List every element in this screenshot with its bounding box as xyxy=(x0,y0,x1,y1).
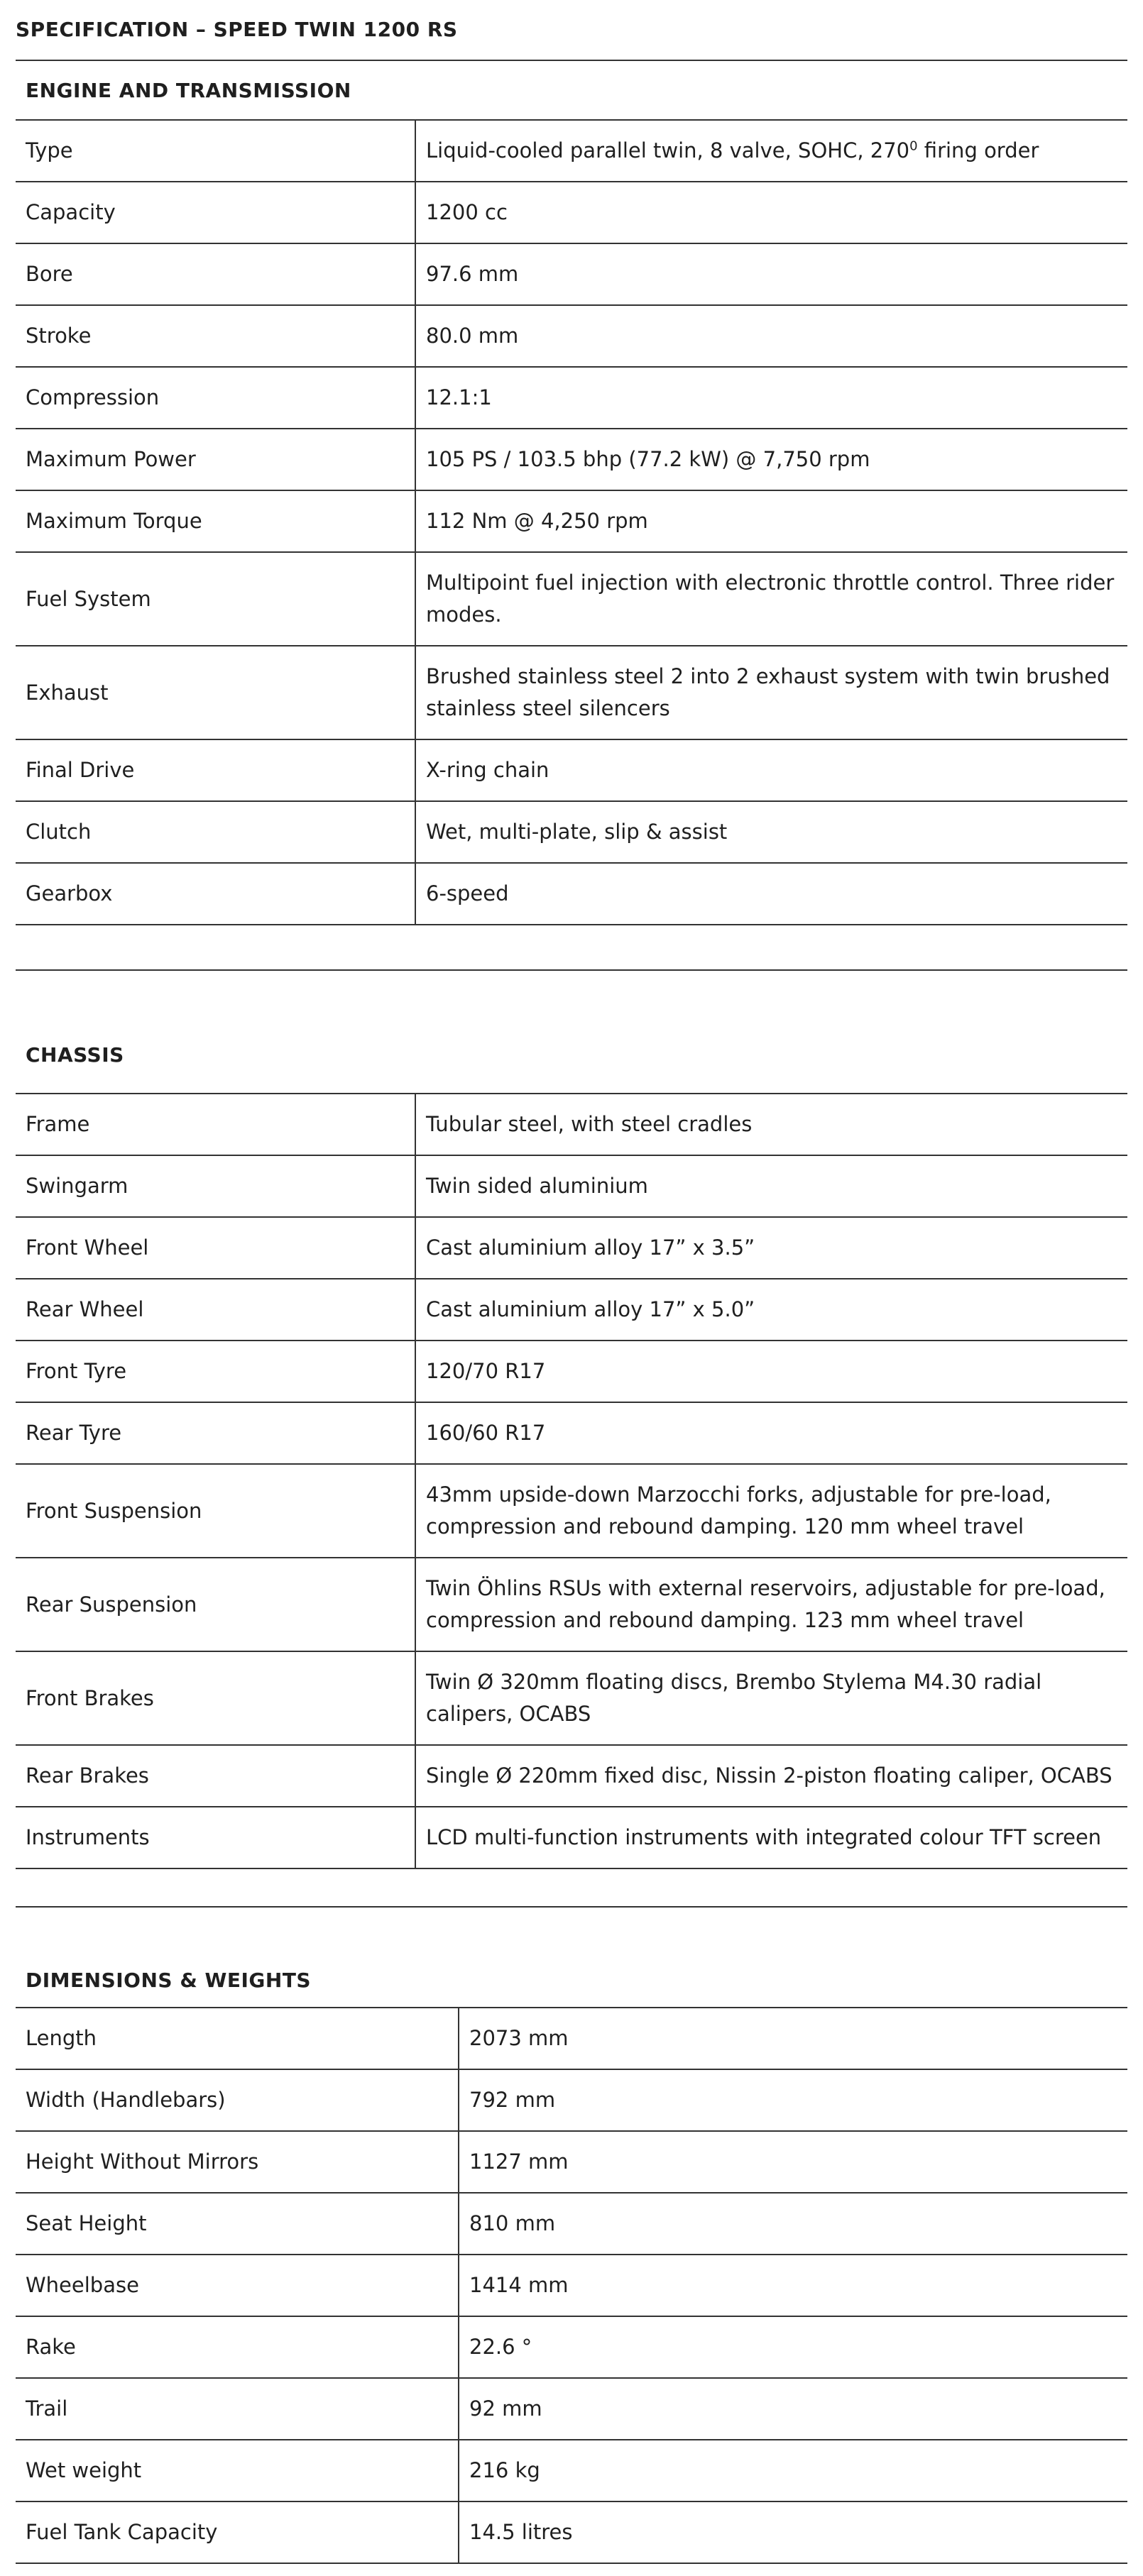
spec-label: Rear Wheel xyxy=(16,1279,415,1341)
spec-label: Final Drive xyxy=(16,739,415,801)
spec-value: Single Ø 220mm fixed disc, Nissin 2-piston floating caliper, OCABS xyxy=(426,1763,1112,1788)
table-row xyxy=(16,2378,1127,2440)
spec-value: 1200 cc xyxy=(426,200,508,224)
spec-value: 1414 mm xyxy=(469,2273,569,2297)
spec-label: Maximum Power xyxy=(16,429,415,490)
spec-value: 14.5 litres xyxy=(469,2520,573,2544)
spec-value: 216 kg xyxy=(469,2458,540,2482)
spec-label: Maximum Torque xyxy=(16,490,415,552)
spec-value: Brushed stainless steel 2 into 2 exhaust system with twin brushed stainless steel silencers xyxy=(426,664,1110,720)
spec-value: 92 mm xyxy=(469,2396,542,2421)
spec-label: Front Tyre xyxy=(16,1341,415,1402)
table-row xyxy=(16,863,1127,925)
table-row xyxy=(16,367,1127,429)
page-title: SPECIFICATION – SPEED TWIN 1200 RS xyxy=(16,18,458,41)
engine-heading: ENGINE AND TRANSMISSION xyxy=(16,60,1127,119)
table-row xyxy=(16,305,1127,367)
spec-value: 792 mm xyxy=(469,2088,556,2112)
spec-value: Multipoint fuel injection with electronic throttle control. Three rider modes. xyxy=(426,571,1115,627)
spec-label: Fuel Tank Capacity xyxy=(16,2501,459,2563)
spec-value: Twin Öhlins RSUs with external reservoirs, adjustable for pre-load, compression and rebound damping. 123 mm wheel travel xyxy=(426,1576,1105,1632)
spec-label: Height Without Mirrors xyxy=(16,2131,459,2193)
table-row xyxy=(16,739,1127,801)
engine-table xyxy=(16,119,1127,925)
spec-label: Frame xyxy=(16,1094,415,1155)
spec-label: Type xyxy=(16,120,415,182)
spec-label: Wheelbase xyxy=(16,2255,459,2316)
table-row xyxy=(16,2255,1127,2316)
table-row xyxy=(16,1402,1127,1464)
spec-label: Rear Tyre xyxy=(16,1402,415,1464)
table-row xyxy=(16,1807,1127,1868)
spec-value: X-ring chain xyxy=(426,758,549,782)
table-row xyxy=(16,1745,1127,1807)
spec-value: 112 Nm @ 4,250 rpm xyxy=(426,509,648,533)
chassis-heading: CHASSIS xyxy=(16,969,1127,1093)
spec-label: Wet weight xyxy=(16,2440,459,2501)
table-row xyxy=(16,1558,1127,1651)
table-row xyxy=(16,243,1127,305)
table-row xyxy=(16,801,1127,863)
spec-label: Compression xyxy=(16,367,415,429)
spec-value: Tubular steel, with steel cradles xyxy=(426,1112,753,1136)
dimensions-section xyxy=(16,1906,1127,2564)
spec-value: 22.6 ° xyxy=(469,2335,532,2359)
spec-value: 43mm upside-down Marzocchi forks, adjustable for pre-load, compression and rebound damping. 120 mm wheel travel xyxy=(426,1482,1051,1539)
table-row xyxy=(16,1341,1127,1402)
spec-value: 105 PS / 103.5 bhp (77.2 kW) @ 7,750 rpm xyxy=(426,447,870,471)
table-row xyxy=(16,490,1127,552)
table-row xyxy=(16,1094,1127,1155)
spec-value: Wet, multi-plate, slip & assist xyxy=(426,820,728,844)
table-row xyxy=(16,120,1127,182)
spec-label: Instruments xyxy=(16,1807,415,1868)
table-row xyxy=(16,429,1127,490)
spec-value: LCD multi-function instruments with integrated colour TFT screen xyxy=(426,1825,1102,1849)
spec-label: Stroke xyxy=(16,305,415,367)
spec-value: 120/70 R17 xyxy=(426,1359,546,1383)
spec-value: 2073 mm xyxy=(469,2026,569,2050)
spec-label: Capacity xyxy=(16,182,415,243)
table-row xyxy=(16,2193,1127,2255)
spec-value: 97.6 mm xyxy=(426,262,519,286)
table-row xyxy=(16,1651,1127,1745)
spec-label: Exhaust xyxy=(16,646,415,739)
chassis-section xyxy=(16,969,1127,1869)
spec-label: Width (Handlebars) xyxy=(16,2069,459,2131)
dimensions-table xyxy=(16,2007,1127,2564)
spec-label: Length xyxy=(16,2008,459,2069)
table-row xyxy=(16,1279,1127,1341)
spec-value: 160/60 R17 xyxy=(426,1421,546,1445)
spec-label: Seat Height xyxy=(16,2193,459,2255)
spec-label: Clutch xyxy=(16,801,415,863)
spec-label: Trail xyxy=(16,2378,459,2440)
table-row xyxy=(16,646,1127,739)
spec-label: Rear Brakes xyxy=(16,1745,415,1807)
chassis-table xyxy=(16,1093,1127,1869)
table-row xyxy=(16,2069,1127,2131)
table-row xyxy=(16,2131,1127,2193)
dimensions-heading: DIMENSIONS & WEIGHTS xyxy=(16,1906,1127,2007)
spec-label: Rake xyxy=(16,2316,459,2378)
spec-value: 12.1:1 xyxy=(426,385,492,409)
table-row xyxy=(16,1155,1127,1217)
table-row xyxy=(16,182,1127,243)
spec-label: Front Suspension xyxy=(16,1464,415,1558)
spec-value: Cast aluminium alloy 17” x 5.0” xyxy=(426,1297,755,1321)
table-row xyxy=(16,2008,1127,2069)
spec-value: 810 mm xyxy=(469,2211,556,2235)
spec-value: Twin Ø 320mm floating discs, Brembo Stylema M4.30 radial calipers, OCABS xyxy=(426,1670,1042,1726)
table-row xyxy=(16,1217,1127,1279)
table-row xyxy=(16,2316,1127,2378)
spec-value: 6-speed xyxy=(426,881,509,906)
spec-label: Front Wheel xyxy=(16,1217,415,1279)
spec-value: Twin sided aluminium xyxy=(426,1174,648,1198)
spec-label: Fuel System xyxy=(16,552,415,646)
spec-label: Bore xyxy=(16,243,415,305)
spec-label: Rear Suspension xyxy=(16,1558,415,1651)
spec-value: Cast aluminium alloy 17” x 3.5” xyxy=(426,1235,755,1260)
spec-label: Gearbox xyxy=(16,863,415,925)
spec-label: Front Brakes xyxy=(16,1651,415,1745)
table-row xyxy=(16,2440,1127,2501)
table-row xyxy=(16,1464,1127,1558)
table-row xyxy=(16,2501,1127,2563)
spec-value: 1127 mm xyxy=(469,2150,569,2174)
spec-value: Liquid-cooled parallel twin, 8 valve, SOHC, $270^0$ firing order xyxy=(426,138,1039,163)
spec-label: Swingarm xyxy=(16,1155,415,1217)
spec-value: 80.0 mm xyxy=(426,324,519,348)
engine-section xyxy=(16,60,1127,925)
table-row xyxy=(16,552,1127,646)
